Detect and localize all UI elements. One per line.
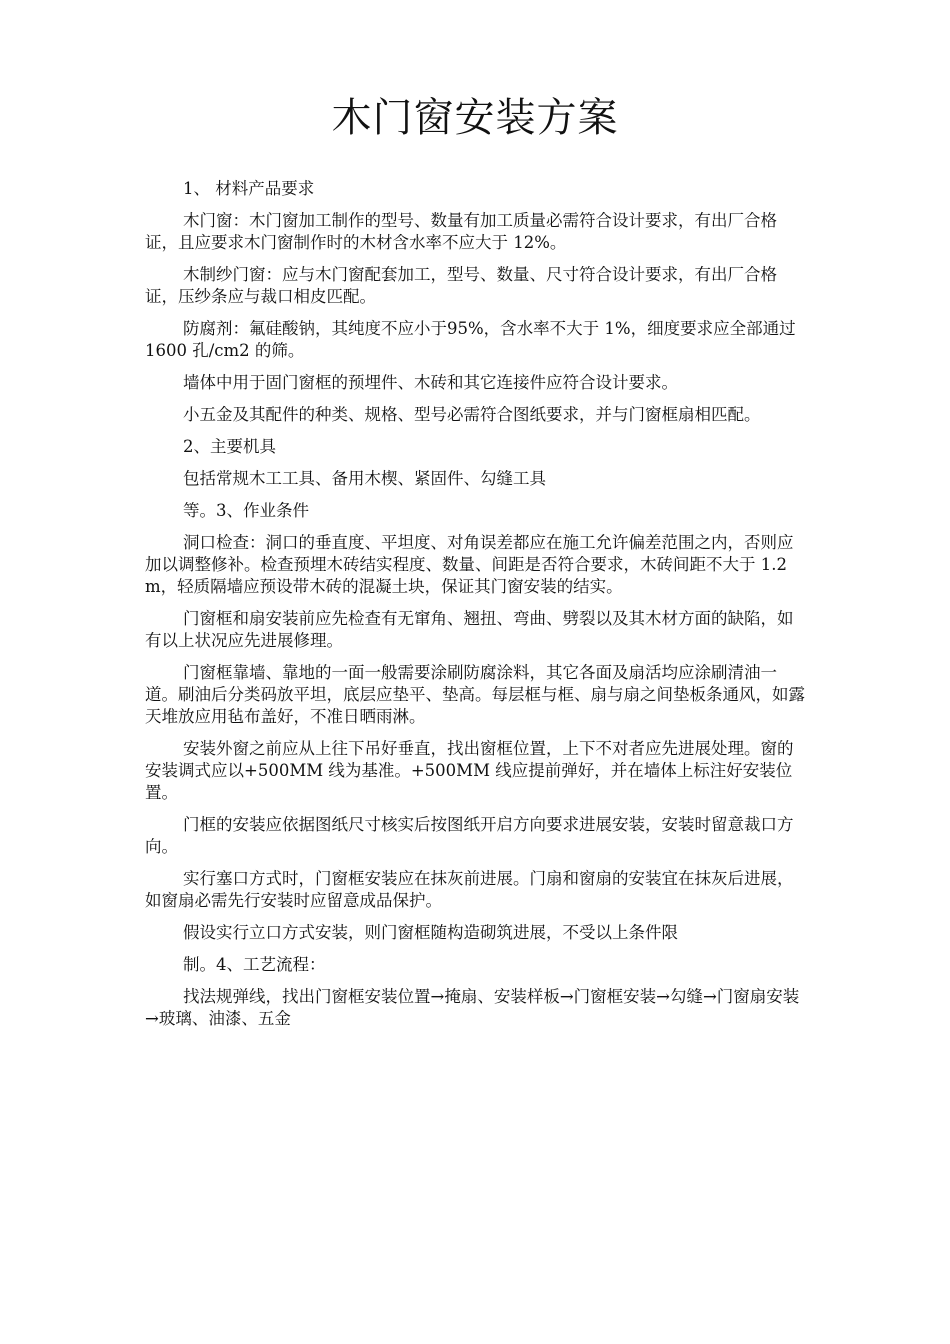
paragraph-preservative: 防腐剂：氟硅酸钠，其纯度不应小于95%，含水率不大于 1%，细度要求应全部通过 1600 孔/cm2 的筛。 xyxy=(145,319,796,360)
paragraph-tools-list: 包括常规木工工具、备用木楔、紧固件、勾缝工具 xyxy=(183,469,546,488)
paragraph-standing-method: 假设实行立口方式安装，则门窗框随构造砌筑进展，不受以上条件限 xyxy=(183,923,678,942)
paragraph-plug-method: 实行塞口方式时，门窗框安装应在抹灰前进展。门扇和窗扇的安装宜在抹灰后进展，如窗扇必需先行安装时应留意成品保护。 xyxy=(145,869,794,910)
paragraph-anticorrosion: 门窗框靠墙、靠地的一面一般需要涂刷防腐涂料，其它各面及扇活均应涂刷清油一道。刷油后分类码放平坦，底层应垫平、垫高。每层框与框、扇与扇之间垫板条通风，如露天堆放应用毡布盖好，不准日晒雨淋。 xyxy=(145,663,805,726)
section-heading-tools: 2、主要机具 xyxy=(183,437,276,456)
paragraph-frame-inspection: 门窗框和扇安装前应先检查有无窜角、翘扭、弯曲、劈裂以及其木材方面的缺陷，如有以上状况应先进展修理。 xyxy=(145,609,794,650)
paragraph-screen-doors: 木制纱门窗：应与木门窗配套加工，型号、数量、尺寸符合设计要求，有出厂合格证，压纱条应与裁口相皮匹配。 xyxy=(145,265,777,306)
paragraph-opening-check: 洞口检查：洞口的垂直度、平坦度、对角误差都应在施工允许偏差范围之内，否则应加以调整修补。检查预埋木砖结实程度、数量、间距是否符合要求，木砖间距不大于 1.2m，轻质隔墙应预设带木砖的混凝土块，保证其门窗安装的结实。 xyxy=(145,533,794,596)
section-heading-process: 制。4、工艺流程： xyxy=(183,955,326,974)
paragraph-embedded-parts: 墙体中用于固门窗框的预埋件、木砖和其它连接件应符合设计要求。 xyxy=(183,373,678,392)
section-heading-materials: 1、 材料产品要求 xyxy=(183,179,315,198)
section-heading-conditions: 等。3、作业条件 xyxy=(183,501,309,520)
paragraph-exterior-window: 安装外窗之前应从上往下吊好垂直，找出窗框位置，上下不对者应先进展处理。窗的安装调式应以+500MM 线为基准。+500MM 线应提前弹好，并在墙体上标注好安装位置。 xyxy=(145,739,794,802)
paragraph-wood-doors-windows: 木门窗：木门窗加工制作的型号、数量有加工质量必需符合设计要求，有出厂合格证，且应要求木门窗制作时的木材含水率不应大于 12%。 xyxy=(145,211,777,252)
document-title: 木门窗安装方案 xyxy=(331,95,619,141)
paragraph-process-flow: 找法规弹线，找出门窗框安装位置→掩扇、安装样板→门窗框安装→勾缝→门窗扇安装→玻璃、油漆、五金 xyxy=(145,987,800,1028)
paragraph-door-frame: 门框的安装应依据图纸尺寸核实后按图纸开启方向要求进展安装，安装时留意裁口方向。 xyxy=(145,815,794,856)
document-body xyxy=(145,178,805,1040)
paragraph-hardware: 小五金及其配件的种类、规格、型号必需符合图纸要求，并与门窗框扇相匹配。 xyxy=(183,405,761,424)
